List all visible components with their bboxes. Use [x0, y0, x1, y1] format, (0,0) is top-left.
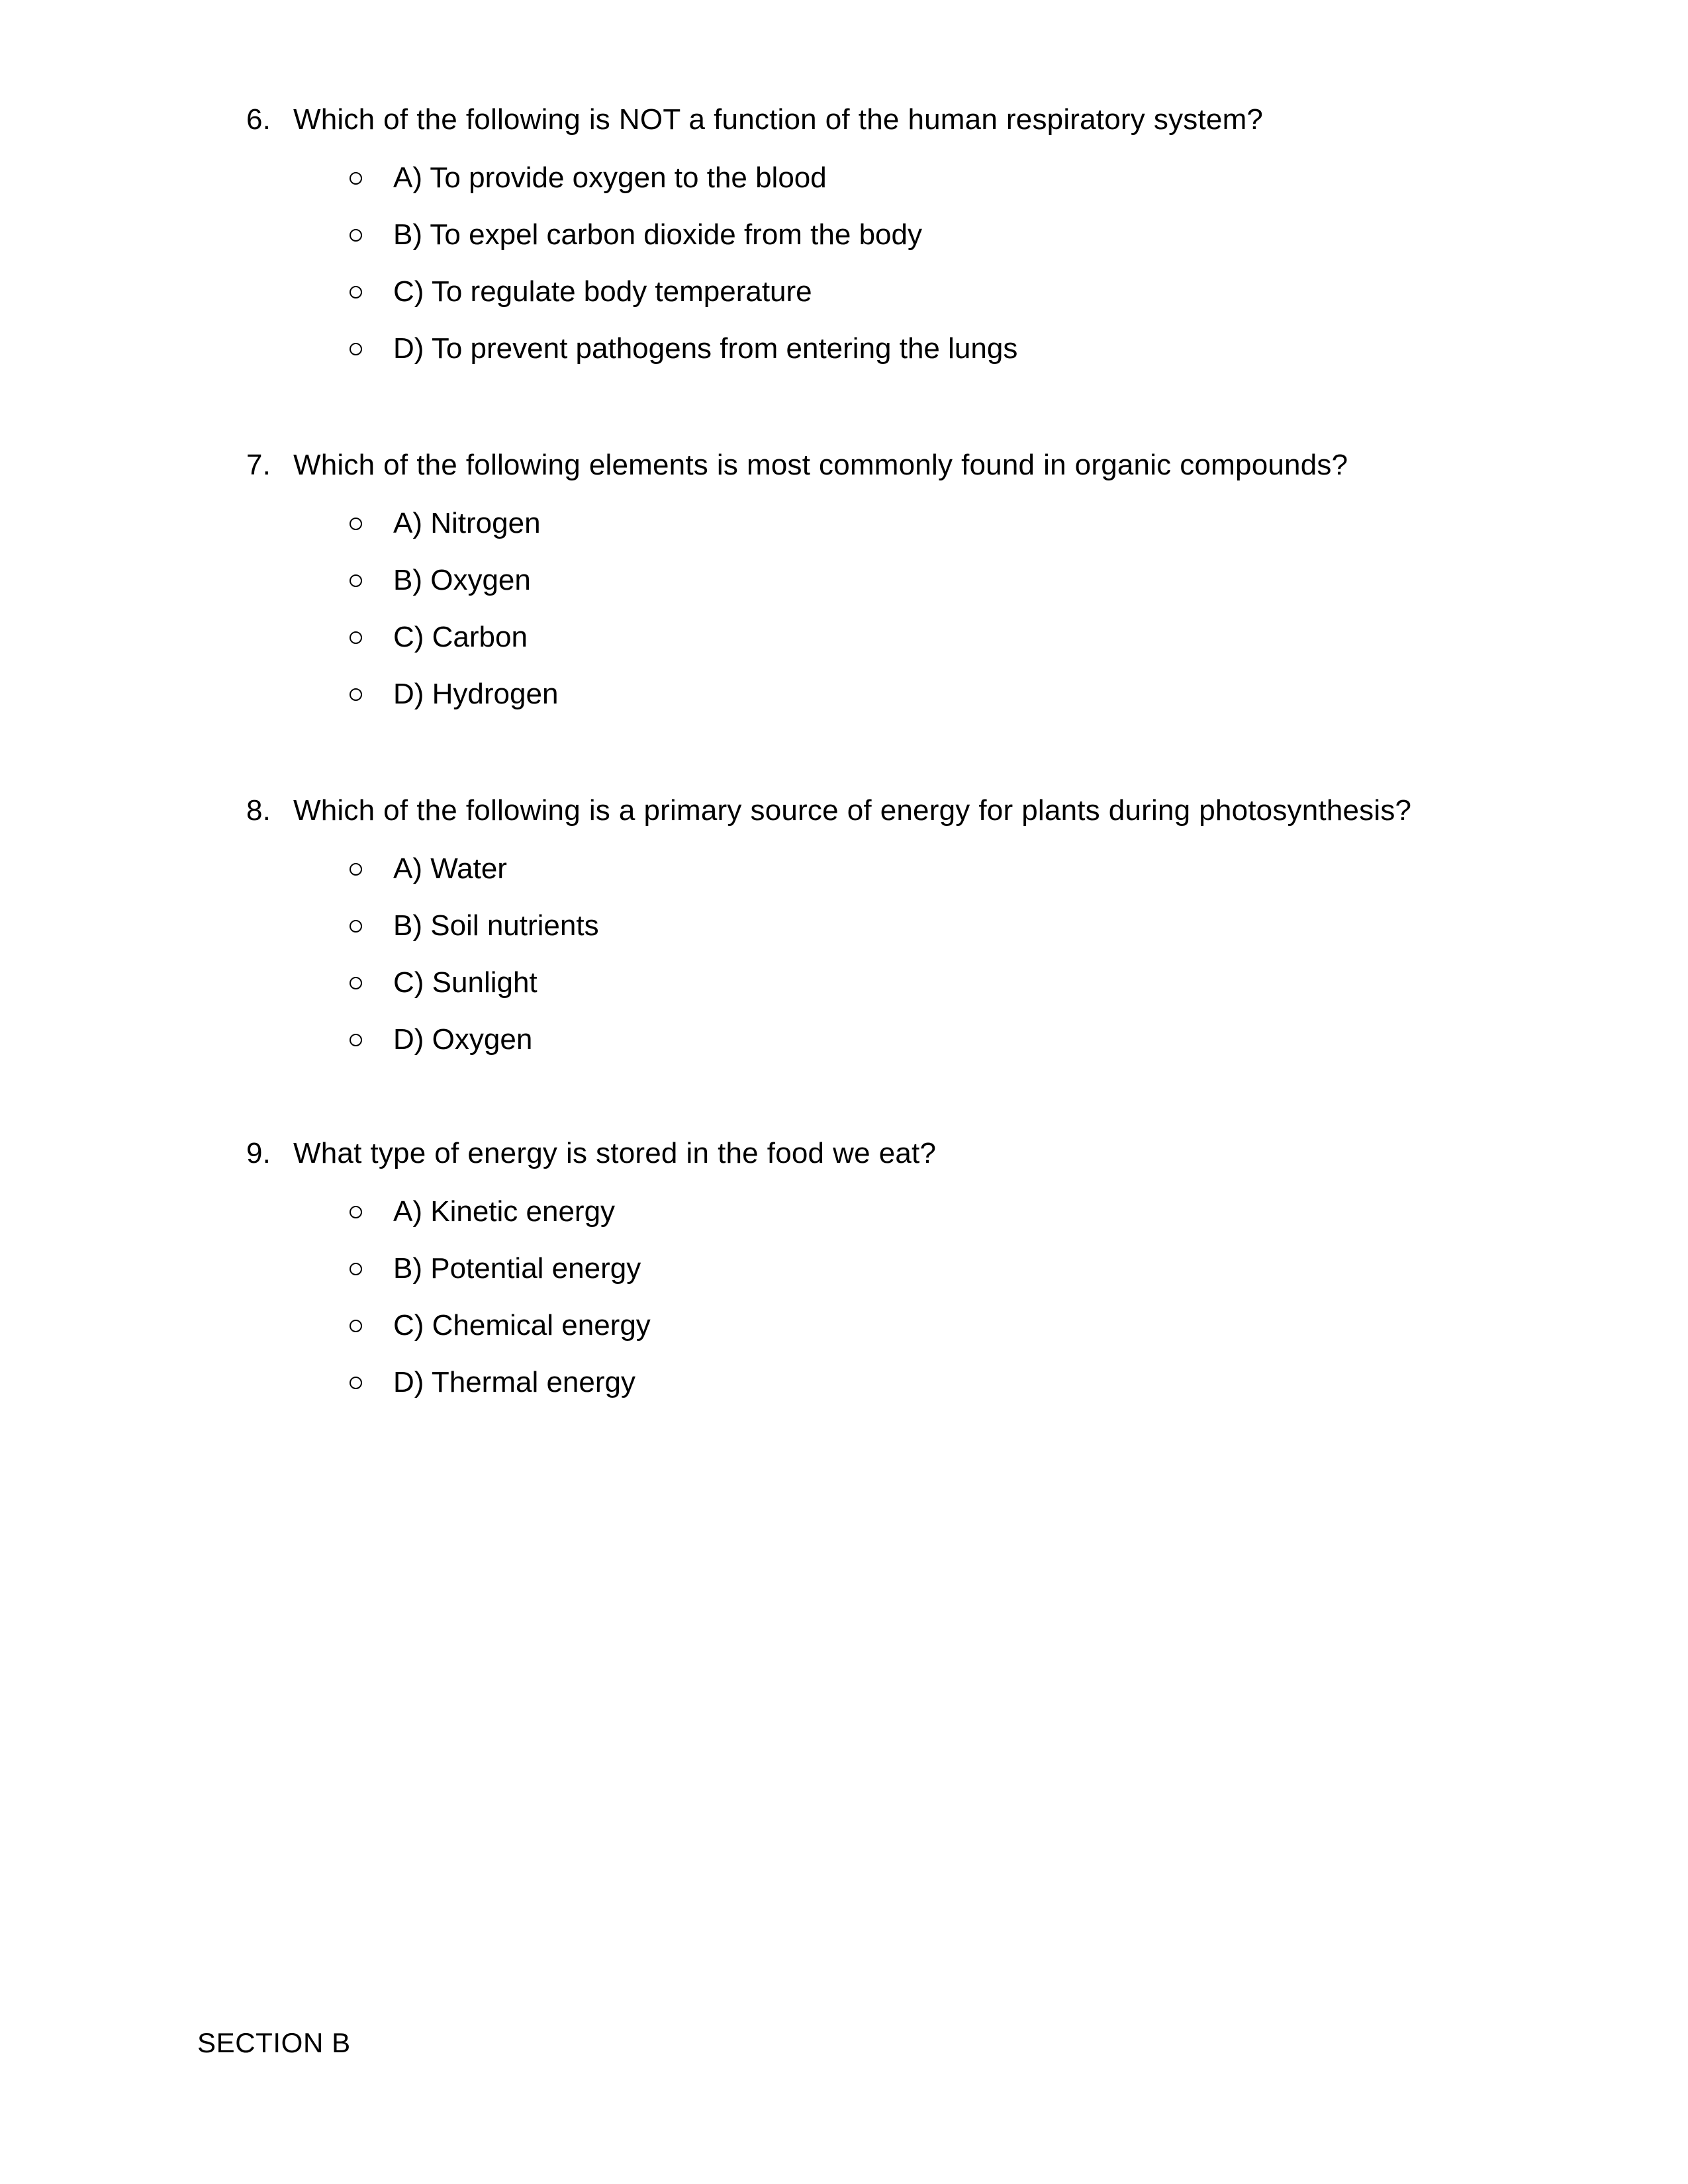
question-gap [0, 1068, 1688, 1124]
hollow-circle-icon [350, 1206, 362, 1218]
option-row[interactable] [0, 897, 1688, 954]
option-label: D) To prevent pathogens from entering the lungs [393, 332, 1018, 365]
question-gap [0, 377, 1688, 435]
hollow-circle-icon [350, 172, 362, 185]
question-number-6: 6. [246, 103, 271, 136]
option-row[interactable] [0, 841, 1688, 897]
option-row[interactable] [0, 1183, 1688, 1240]
hollow-circle-icon [350, 977, 362, 989]
option-row[interactable] [0, 552, 1688, 609]
option-label: A) Kinetic energy [393, 1195, 616, 1228]
option-row[interactable] [0, 666, 1688, 723]
question-block-6 [0, 90, 1688, 377]
option-label: A) Water [393, 852, 507, 885]
option-label: D) Oxygen [393, 1023, 533, 1056]
option-label: D) Hydrogen [393, 678, 559, 710]
option-label: C) Sunlight [393, 966, 538, 999]
hollow-circle-icon [350, 688, 362, 701]
question-text-8: Which of the following is a primary source of energy for plants during photosynthesis? [293, 794, 1412, 827]
hollow-circle-icon [350, 1263, 362, 1275]
question-block-9 [0, 1124, 1688, 1411]
question-block-8 [0, 781, 1688, 1068]
question-number-9: 9. [246, 1137, 271, 1169]
option-label: B) Oxygen [393, 564, 531, 596]
question-gap [0, 723, 1688, 781]
hollow-circle-icon [350, 518, 362, 530]
section-footer-label: SECTION B [197, 2027, 351, 2058]
option-label: C) To regulate body temperature [393, 275, 812, 308]
option-row[interactable] [0, 1354, 1688, 1411]
hollow-circle-icon [350, 286, 362, 298]
hollow-circle-icon [350, 631, 362, 644]
hollow-circle-icon [350, 920, 362, 933]
option-label: C) Chemical energy [393, 1309, 651, 1342]
option-row[interactable] [0, 1297, 1688, 1354]
question-row-6 [0, 90, 1688, 150]
hollow-circle-icon [350, 229, 362, 242]
question-number-7: 7. [246, 449, 271, 481]
option-row[interactable] [0, 954, 1688, 1011]
options-list-9 [0, 1183, 1688, 1411]
option-label: C) Carbon [393, 621, 528, 653]
option-row[interactable] [0, 263, 1688, 320]
question-text-9: What type of energy is stored in the food we eat? [293, 1137, 937, 1169]
option-row[interactable] [0, 1240, 1688, 1297]
question-row-7 [0, 435, 1688, 495]
question-text-7: Which of the following elements is most commonly found in organic compounds? [293, 449, 1348, 481]
hollow-circle-icon [350, 1320, 362, 1332]
option-label: D) Thermal energy [393, 1366, 635, 1398]
hollow-circle-icon [350, 863, 362, 876]
question-row-9 [0, 1124, 1688, 1183]
question-number-8: 8. [246, 794, 271, 827]
options-list-7 [0, 495, 1688, 723]
option-row[interactable] [0, 495, 1688, 552]
option-label: B) To expel carbon dioxide from the body [393, 218, 922, 251]
option-label: A) Nitrogen [393, 507, 541, 539]
option-label: A) To provide oxygen to the blood [393, 161, 827, 194]
options-list-6 [0, 150, 1688, 377]
top-spacer [0, 0, 1688, 90]
option-row[interactable] [0, 320, 1688, 377]
question-block-7 [0, 435, 1688, 723]
question-text-6: Which of the following is NOT a function of the human respiratory system? [293, 103, 1264, 136]
hollow-circle-icon [350, 574, 362, 587]
options-list-8 [0, 841, 1688, 1068]
option-label: B) Soil nutrients [393, 909, 599, 942]
hollow-circle-icon [350, 1377, 362, 1389]
option-row[interactable] [0, 206, 1688, 263]
question-row-8 [0, 781, 1688, 841]
hollow-circle-icon [350, 1034, 362, 1046]
option-row[interactable] [0, 1011, 1688, 1068]
hollow-circle-icon [350, 343, 362, 355]
option-row[interactable] [0, 150, 1688, 206]
option-row[interactable] [0, 609, 1688, 666]
option-label: B) Potential energy [393, 1252, 641, 1285]
